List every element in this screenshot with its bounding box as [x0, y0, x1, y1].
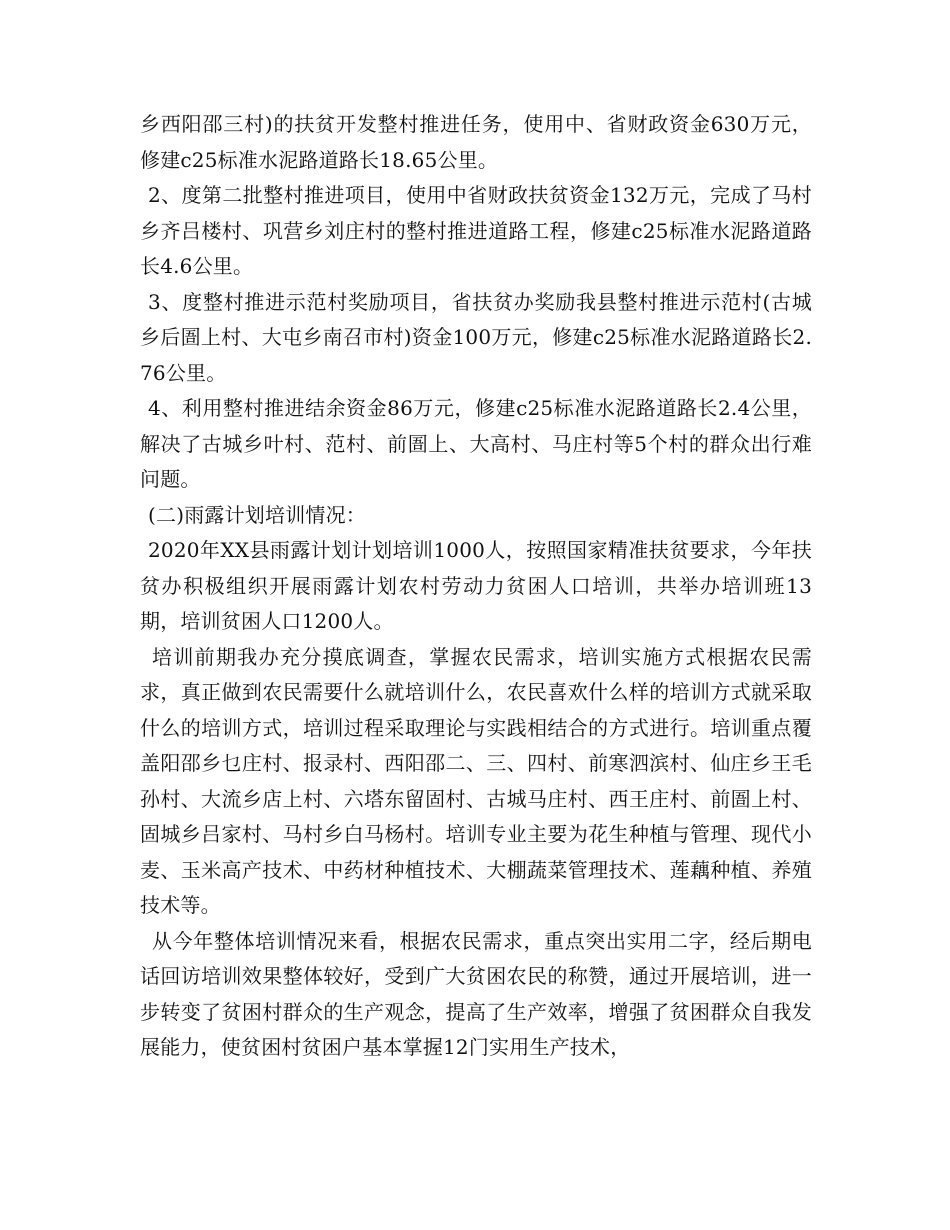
paragraph-item-3: 3、度整村推进示范村奖励项目，省扶贫办奖励我县整村推进示范村(古城乡后圄上村、大屯乡南召市村)资金100万元，修建c25标准水泥路道路长2.76公里。: [140, 289, 812, 385]
document-body: [140, 107, 812, 1066]
section-heading-yulu-training: (二)雨露计划培训情况：: [148, 502, 367, 527]
paragraph-item-4: 4、利用整村推进结余资金86万元，修建c25标准水泥路道路长2.4公里，解决了古城乡叶村、范村、前圄上、大高村、马庄村等5个村的群众出行难问题。: [140, 396, 812, 491]
paragraph-training-plan: 2020年XX县雨露计划计划培训1000人，按照国家精准扶贫要求，今年扶贫办积极组织开展雨露计划农村劳动力贫困人口培训，共举办培训班13期，培训贫困人口1200人。: [140, 538, 812, 633]
paragraph-item-2: 2、度第二批整村推进项目，使用中省财政扶贫资金132万元，完成了马村乡齐吕楼村、巩营乡刘庄村的整村推进道路工程，修建c25标准水泥路道路长4.6公里。: [140, 183, 812, 278]
paragraph-training-results: 从今年整体培训情况来看，根据农民需求，重点突出实用二字，经后期电话回访培训效果整体较好，受到广大贫困农民的称赞，通过开展培训，进一步转变了贫困村群众的生产观念，提高了生产效率，增强了贫困群众自我发展能力，使贫困村贫困户基本掌握12门实用生产技术，: [140, 928, 812, 1059]
paragraph-village-project-funding: 乡西阳邵三村)的扶贫开发整村推进任务，使用中、省财政资金630万元，修建c25标准水泥路道路长18.65公里。: [140, 112, 812, 172]
paragraph-training-method: 培训前期我办充分摸底调查，掌握农民需求，培训实施方式根据农民需求，真正做到农民需要什么就培训什么，农民喜欢什么样的培训方式就采取什么的培训方式，培训过程采取理论与实践相结合的方式进行。培训重点覆盖阳邵乡乜庄村、报录村、西阳邵二、三、四村、前寒泗滨村、仙庄乡王毛孙村、大流乡店上村、六塔东留固村、古城马庄村、西王庄村、前圄上村、固城乡吕家村、马村乡白马杨村。培训专业主要为花生种植与管理、现代小麦、玉米高产技术、中药材种植技术、大棚蔬菜管理技术、莲藕种植、养殖技术等。: [140, 644, 812, 917]
